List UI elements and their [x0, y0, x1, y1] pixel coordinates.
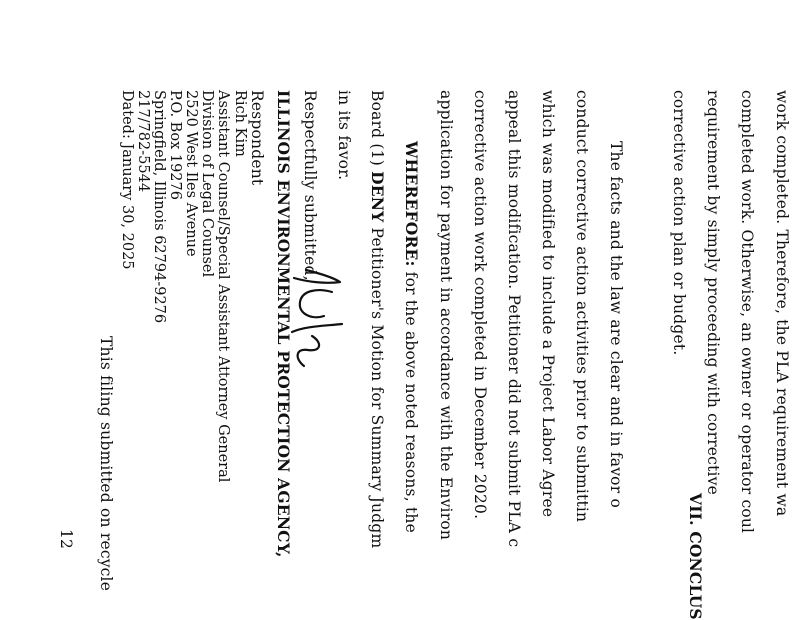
- deny-text: DENY: [368, 171, 387, 223]
- counsel-phone: 217/782-5544: [135, 90, 151, 193]
- body-line-1: work completed. Therefore, the PLA requirement wa: [773, 90, 791, 517]
- section-heading: VII. CONCLUS: [686, 493, 705, 620]
- board-pre: Board (1): [368, 90, 386, 172]
- conclusion-line-2: conduct corrective action activities prior to submittin: [573, 90, 591, 523]
- agency-name: ILLINOIS ENVIRONMENTAL PROTECTION AGENCY,: [274, 90, 293, 558]
- body-line-4: corrective action plan or budget.: [670, 90, 688, 356]
- board-line: [368, 90, 387, 548]
- wherefore-label: WHEREFORE:: [402, 141, 421, 267]
- signature-graphic: [282, 262, 352, 372]
- dated-line: Dated: January 30, 2025: [119, 90, 135, 270]
- respondent-label: Respondent: [248, 90, 266, 186]
- footer-note: This filing submitted on recycle: [97, 336, 115, 592]
- counsel-title: Assistant Counsel/Special Assistant Attorney General: [215, 90, 231, 483]
- conclusion-line-3: which was modified to include a Project Labor Agree: [539, 90, 557, 518]
- conclusion-line-5: corrective action work completed in December 2020.: [471, 90, 489, 520]
- page-number: 12: [57, 529, 75, 550]
- counsel-po-box: P.O. Box 19276: [167, 90, 183, 200]
- conclusion-line-4: appeal this modification. Petitioner did not submit PLA c: [505, 90, 523, 548]
- favor-line: in its favor.: [335, 90, 353, 181]
- board-post: Petitioner's Motion for Summary Judgm: [368, 222, 386, 549]
- counsel-division: Division of Legal Counsel: [199, 90, 215, 278]
- body-line-3: requirement by simply proceeding with corrective: [704, 90, 722, 495]
- closing-text: Respectfully submitted,: [301, 90, 319, 281]
- wherefore-text: for the above noted reasons, the: [402, 266, 420, 533]
- counsel-city: Springfield, Illinois 62794-9276: [151, 90, 167, 324]
- conclusion-line-6: application for payment in accordance with the Environ: [437, 90, 455, 541]
- body-line-2: completed work. Otherwise, an owner or operator coul: [738, 90, 756, 534]
- conclusion-line-1: The facts and the law are clear and in favor o: [607, 141, 625, 508]
- counsel-name: Rich Kim: [232, 90, 248, 157]
- counsel-street: 2520 West Iles Avenue: [183, 90, 199, 257]
- wherefore-line: [402, 141, 421, 533]
